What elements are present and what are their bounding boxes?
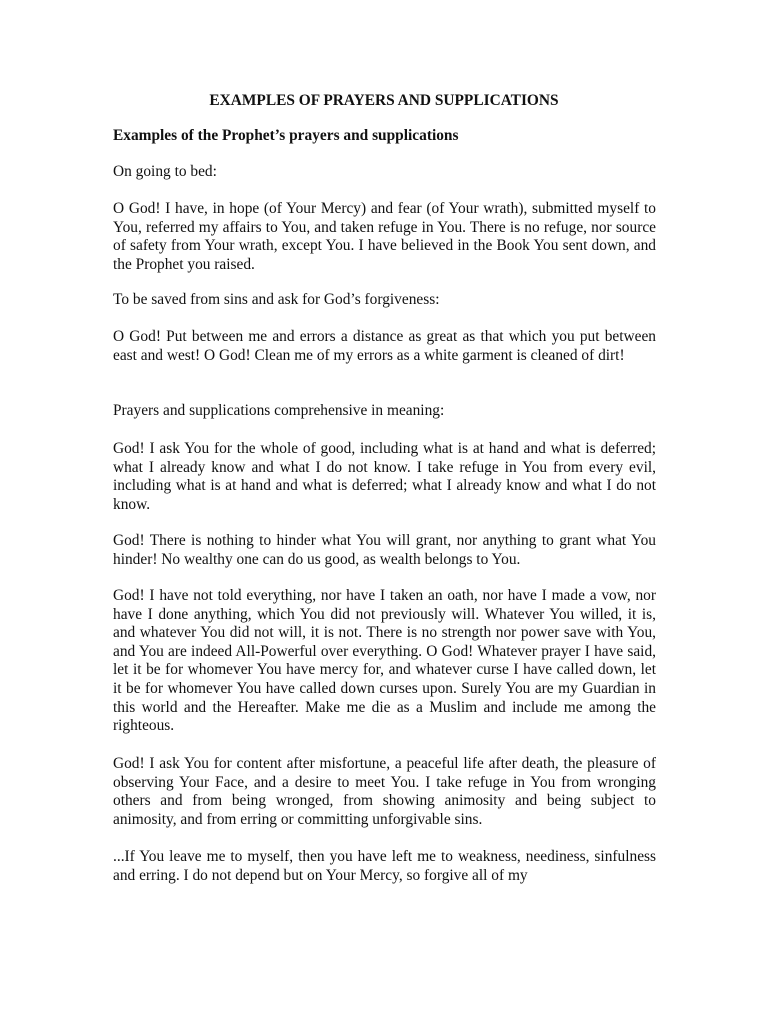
prayer-paragraph-will: God! I have not told everything, nor have I taken an oath, nor have I made a vow, nor have I done anything, which You did not previously will. Whatever You willed, it is, and whatever You did not will, it is not. There is no strength nor power save with You, and You are indeed All-Powerful over everything. O God! Whatever prayer I have said, let it be for whomever You have mercy for, and whatever curse I have called down, let it be for whomever You have called down curses upon. Surely You are my Guardian in this world and the Hereafter. Make me die as a Muslim and include me among the righteous. <box>113 587 656 735</box>
document-title: EXAMPLES OF PRAYERS AND SUPPLICATIONS <box>209 92 559 109</box>
prayer-paragraph-content: God! I ask You for content after misfortune, a peaceful life after death, the pleasure of observing Your Face, and a desire to meet You. I take refuge in You from wronging others and from being wronged, from showing animosity and being subject to animosity, and from erring or committing unforgivable sins. <box>113 755 656 828</box>
document-subtitle: Examples of the Prophet’s prayers and supplications <box>113 127 459 144</box>
prayer-paragraph-grant: God! There is nothing to hinder what You will grant, nor anything to grant what You hinder! No wealthy one can do us good, as wealth belongs to You. <box>113 532 656 568</box>
prayer-paragraph-good: God! I ask You for the whole of good, including what is at hand and what is deferred; what I already know and what I do not know. I take refuge in You from every evil, including what is at hand and what is deferred; what I already know and what I do not know. <box>113 440 656 513</box>
section-heading-bed: On going to bed: <box>113 163 217 180</box>
prayer-paragraph-forgiveness: O God! Put between me and errors a distance as great as that which you put between east and west! O God! Clean me of my errors as a white garment is cleaned of dirt! <box>113 328 656 364</box>
prayer-paragraph-weakness: ...If You leave me to myself, then you have left me to weakness, neediness, sinfulness and erring. I do not depend but on Your Mercy, so forgive all of my <box>113 848 656 884</box>
prayer-paragraph-bed: O God! I have, in hope (of Your Mercy) and fear (of Your wrath), submitted myself to You, referred my affairs to You, and taken refuge in You. There is no refuge, nor source of safety from Your wrath, except You. I have believed in the Book You sent down, and the Prophet you raised. <box>113 200 656 273</box>
section-heading-comprehensive: Prayers and supplications comprehensive in meaning: <box>113 402 445 419</box>
section-heading-forgiveness: To be saved from sins and ask for God’s forgiveness: <box>113 291 440 308</box>
